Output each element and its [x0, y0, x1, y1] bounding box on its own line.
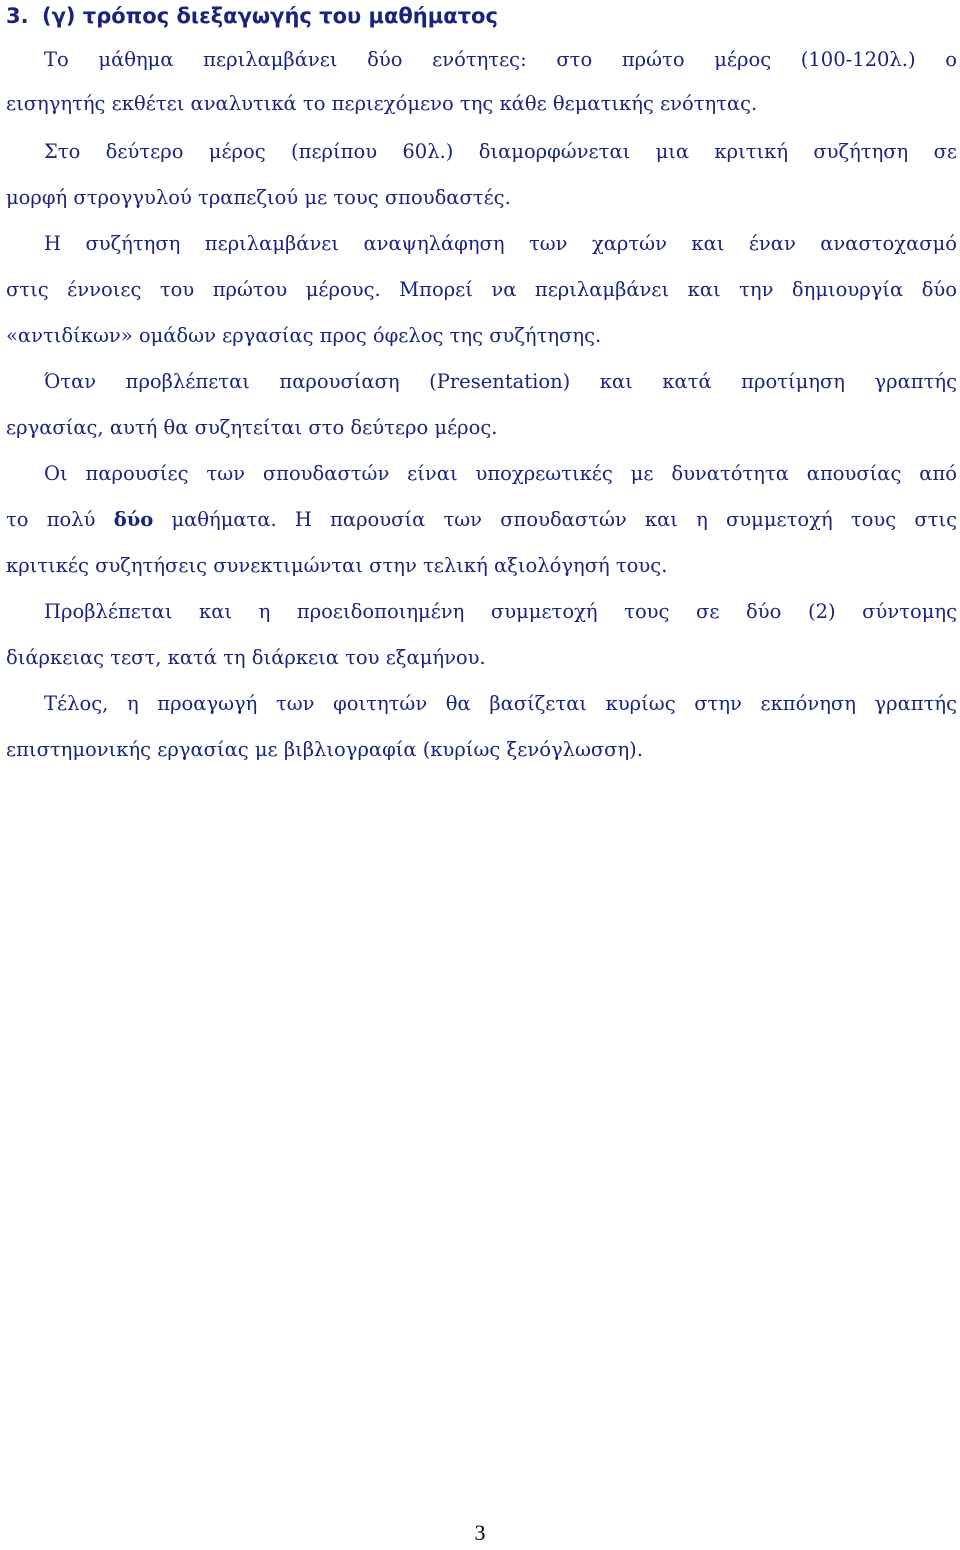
paragraph-line: Η συζήτηση περιλαμβάνει αναψηλάφηση των χαρτών και έναν αναστοχασμό [44, 232, 957, 255]
emphasized-text: δύο [113, 508, 154, 531]
paragraph-line: κριτικές συζητήσεις συνεκτιμώνται στην τελική αξιολόγησή τους. [6, 554, 668, 577]
section-title: (γ) τρόπος διεξαγωγής του μαθήματος [42, 4, 498, 28]
paragraph-line: Το μάθημα περιλαμβάνει δύο ενότητες: στο πρώτο μέρος (100-120λ.) ο [44, 48, 957, 71]
section-number: 3. [6, 4, 29, 28]
paragraph-line: διάρκειας τεστ, κατά τη διάρκεια του εξαμήνου. [6, 646, 486, 669]
text-run: το πολύ [6, 508, 114, 531]
paragraph-line: επιστημονικής εργασίας με βιβλιογραφία (κυρίως ξενόγλωσση). [6, 738, 643, 761]
paragraph-line: εργασίας, αυτή θα συζητείται στο δεύτερο μέρος. [6, 416, 498, 439]
paragraph-line: εισηγητής εκθέτει αναλυτικά το περιεχόμενο της κάθε θεματικής ενότητας. [6, 92, 758, 115]
paragraph-line: Στο δεύτερο μέρος (περίπου 60λ.) διαμορφώνεται μια κριτική συζήτηση σε [44, 140, 957, 163]
paragraph-line [6, 505, 957, 535]
section-heading [6, 2, 498, 30]
paragraph-line: Οι παρουσίες των σπουδαστών είναι υποχρεωτικές με δυνατότητα απουσίας από [44, 462, 957, 485]
page-number: 3 [474, 1520, 486, 1545]
paragraph-line: Προβλέπεται και η προειδοποιημένη συμμετοχή τους σε δύο (2) σύντομης [44, 600, 957, 623]
paragraph-line: Τέλος, η προαγωγή των φοιτητών θα βασίζεται κυρίως στην εκπόνηση γραπτής [44, 692, 957, 715]
paragraph-line: «αντιδίκων» ομάδων εργασίας προς όφελος της συζήτησης. [6, 324, 602, 347]
paragraph-line: στις έννοιες του πρώτου μέρους. Μπορεί να περιλαμβάνει και την δημιουργία δύο [6, 278, 957, 301]
text-run: μαθήματα. Η παρουσία των σπουδαστών και η συμμετοχή τους στις [153, 508, 957, 531]
paragraph-line: Όταν προβλέπεται παρουσίαση (Presentation) και κατά προτίμηση γραπτής [44, 370, 957, 393]
paragraph-line: μορφή στρογγυλού τραπεζιού με τους σπουδαστές. [6, 186, 511, 209]
